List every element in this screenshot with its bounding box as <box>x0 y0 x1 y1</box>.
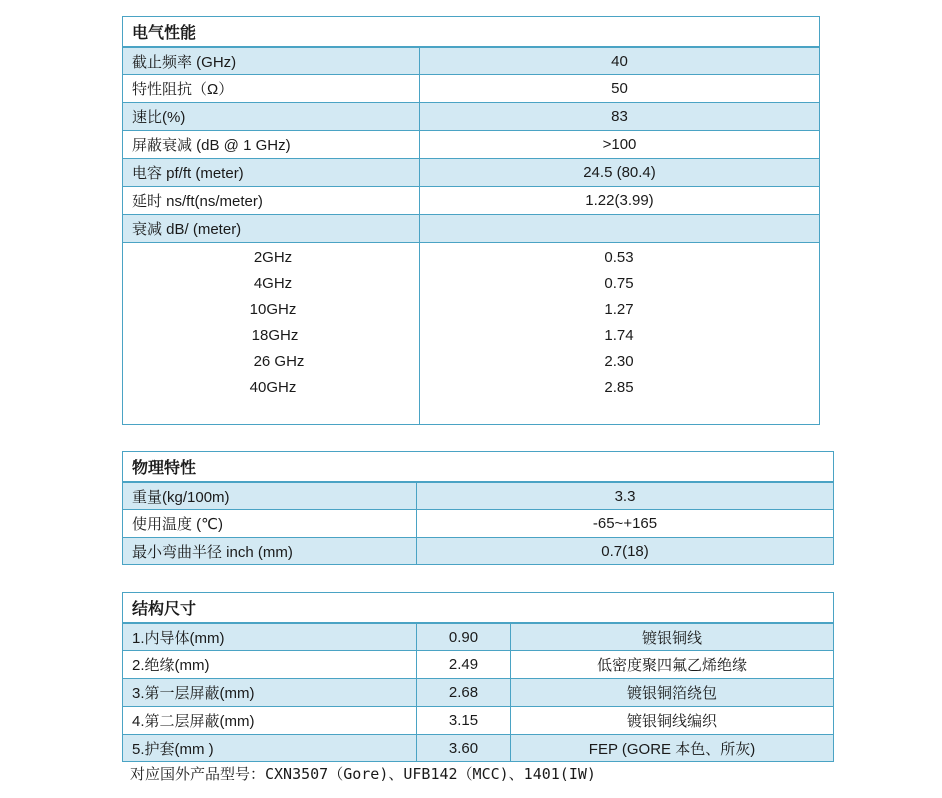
row-label: 2.绝缘(mm) <box>132 657 210 674</box>
atten-value: 1.74 <box>604 326 634 344</box>
table-row <box>123 509 833 537</box>
electrical-title: 电气性能 <box>132 25 197 42</box>
table-row <box>123 734 833 761</box>
row-value: 2.68 <box>448 684 479 701</box>
row-description: 镀银铜线 <box>641 629 702 647</box>
row-label: 使用温度 (℃) <box>132 516 224 533</box>
freq-label: 40GHz <box>249 378 297 396</box>
table-row <box>123 537 833 564</box>
table-row <box>123 46 819 74</box>
row-label: 最小弯曲半径 inch (mm) <box>132 543 293 561</box>
row-value: 40 <box>611 52 628 70</box>
table-row <box>123 678 833 706</box>
row-description: 低密度聚四氟乙烯绝缘 <box>596 657 747 674</box>
atten-value: 0.75 <box>604 274 634 292</box>
physical-title: 物理特性 <box>132 460 197 477</box>
physical-table <box>122 451 834 565</box>
row-value: 1.22(3.99) <box>585 192 654 209</box>
row-label: 特性阻抗（Ω） <box>132 81 234 98</box>
row-label: 电容 pf/ft (meter) <box>132 165 244 182</box>
row-value: 3.15 <box>448 712 479 729</box>
electrical-header <box>123 17 819 46</box>
row-label: 截止频率 (GHz) <box>132 53 237 71</box>
row-value: 0.7(18) <box>601 542 649 560</box>
row-value: 0.90 <box>448 628 479 646</box>
structure-title: 结构尺寸 <box>132 601 197 618</box>
row-label: 3.第一层屏蔽(mm) <box>132 685 255 702</box>
structure-table <box>122 592 834 762</box>
row-label: 重量(kg/100m) <box>132 488 230 506</box>
row-value: 2.49 <box>448 656 479 673</box>
freq-label: 18GHz <box>251 326 299 344</box>
footer-note: 对应国外产品型号：CXN3507（Gore)、UFB142（MCC)、1401(IW) <box>130 765 596 783</box>
atten-value: 2.85 <box>604 378 634 396</box>
freq-label: 26 GHz <box>253 352 305 370</box>
table-row <box>123 158 819 186</box>
freq-label: 2GHz <box>253 248 293 266</box>
table-row <box>123 706 833 734</box>
row-value: 50 <box>611 80 628 97</box>
row-value: 3.3 <box>614 487 636 505</box>
physical-header <box>123 452 833 481</box>
table-row <box>123 74 819 102</box>
atten-value: 0.53 <box>604 248 634 266</box>
row-label: 衰减 dB/ (meter) <box>132 221 242 238</box>
table-row <box>123 481 833 509</box>
table-row <box>123 186 819 214</box>
row-value: -65~+165 <box>592 515 658 532</box>
table-row <box>123 130 819 158</box>
row-label: 延时 ns/ft(ns/meter) <box>132 193 263 210</box>
row-label: 1.内导体(mm) <box>132 629 225 647</box>
structure-header <box>123 593 833 622</box>
table-row <box>123 214 819 242</box>
electrical-table <box>122 16 820 425</box>
row-value: 24.5 (80.4) <box>583 164 656 181</box>
row-description: FEP (GORE 本色、所灰) <box>588 740 756 758</box>
row-value: 83 <box>611 108 628 125</box>
attenuation-block <box>123 242 819 424</box>
table-row <box>123 650 833 678</box>
row-label: 速比(%) <box>132 109 186 126</box>
row-label: 5.护套(mm ) <box>132 740 214 758</box>
atten-value: 1.27 <box>604 300 634 318</box>
row-description: 镀银铜线编织 <box>626 713 717 730</box>
table-row <box>123 622 833 650</box>
atten-value: 2.30 <box>604 352 634 370</box>
table-row <box>123 102 819 130</box>
row-value: >100 <box>602 136 637 153</box>
row-value: 3.60 <box>448 739 479 757</box>
row-label: 屏蔽衰减 (dB @ 1 GHz) <box>132 137 291 154</box>
row-description: 镀银铜箔绕包 <box>626 685 717 702</box>
row-label: 4.第二层屏蔽(mm) <box>132 713 255 730</box>
freq-label: 4GHz <box>253 274 293 292</box>
freq-label: 10GHz <box>249 300 297 318</box>
